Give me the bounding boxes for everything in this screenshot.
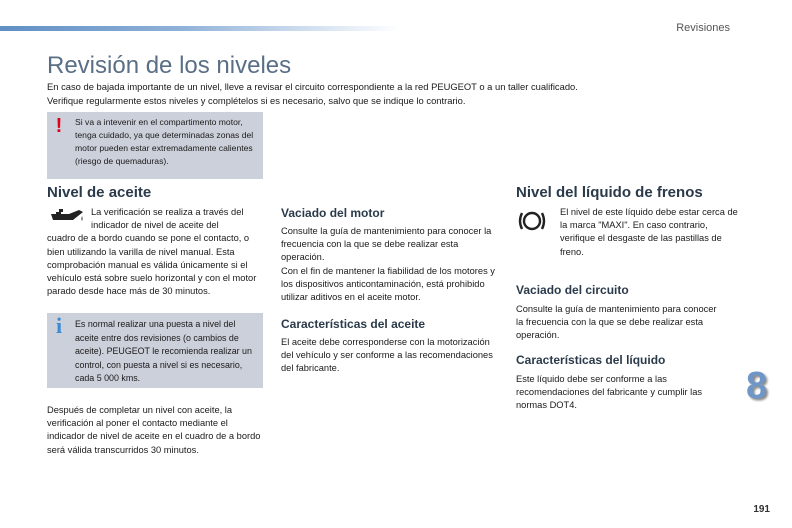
- intro: [47, 80, 747, 108]
- section-label: Revisiones: [676, 22, 730, 34]
- info-text: Es normal realizar una puesta a nivel del aceite entre dos revisiones (o cambios de aceite). PEUGEOT le recomienda realizar un control, con puesta a nivel si es necesario, cada 5 000 kms.: [75, 319, 252, 383]
- fluid-specs-heading: Características del líquido: [516, 353, 666, 367]
- warning-box: [47, 112, 263, 179]
- brake-heading: Nivel del líquido de frenos: [516, 184, 703, 201]
- chapter-number: 8: [746, 365, 768, 407]
- oil-text: [47, 206, 263, 298]
- oil-specs-heading: Características del aceite: [281, 317, 426, 331]
- intro-line: En caso de bajada importante de un nivel, lleve a revisar el circuito correspondiente a la red PEUGEOT o a un taller cualificado.: [47, 81, 578, 92]
- engine-drain-text-2: Con el fin de mantener la fiabilidad de los motores y los dispositivos anticontaminación, está prohibido utilizar aditivos en el aceite motor.: [281, 266, 495, 303]
- brake-text: El nivel de este líquido debe estar cerca de la marca "MAXI". En caso contrario, verifique el desgaste de las pastillas de freno.: [560, 207, 738, 257]
- warning-text: Si va a intevenir en el compartimento motor, tenga cuidado, ya que determinadas zonas del motor pueden estar extremadamente calientes (riesgo de quemaduras).: [75, 117, 254, 166]
- intro-line: Verifique regularmente estos niveles y complételos si es necesario, salvo que se indique lo contrario.: [47, 95, 466, 106]
- oil-text-b: cuadro de a bordo cuando se pone el contacto, o bien utilizando la varilla de nivel manual. Esta comprobación manual es válida únicamente si el vehículo está sobre suelo horizontal y con el motor parado desde hace más de 30 minutos.: [47, 233, 257, 297]
- oil-specs-text: El aceite debe corresponderse con la motorización del vehículo y ser conforme a las recomendaciones del fabricante.: [281, 337, 493, 374]
- circuit-drain-text: Consulte la guía de mantenimiento para conocer la frecuencia con la que se debe realizar esta operación.: [516, 304, 717, 341]
- page-number: 191: [753, 504, 770, 515]
- warning-icon: !: [55, 115, 63, 137]
- engine-drain-heading: Vaciado del motor: [281, 206, 385, 220]
- oil-after-text: Después de completar un nivel con aceite, la verificación al poner el contacto mediante el indicador de nivel de aceite en el cuadro de a bordo será válida transcurridos 30 minutos.: [47, 405, 261, 455]
- engine-drain-text-1: Consulte la guía de mantenimiento para conocer la frecuencia con la que se debe realizar esta operación.: [281, 226, 492, 263]
- page-title: Revisión de los niveles: [47, 52, 292, 79]
- header-bar: [0, 26, 400, 31]
- circuit-drain-heading: Vaciado del circuito: [516, 283, 629, 297]
- oil-text-a: La verificación se realiza a través del indicador de nivel de aceite del: [91, 207, 244, 231]
- info-box: [47, 313, 263, 388]
- info-icon: i: [55, 313, 63, 338]
- fluid-specs-text: Este líquido debe ser conforme a las recomendaciones del fabricante y cumplir las normas DOT4.: [516, 374, 703, 411]
- oil-heading: Nivel de aceite: [47, 184, 152, 201]
- brake-fluid-icon: [516, 206, 548, 236]
